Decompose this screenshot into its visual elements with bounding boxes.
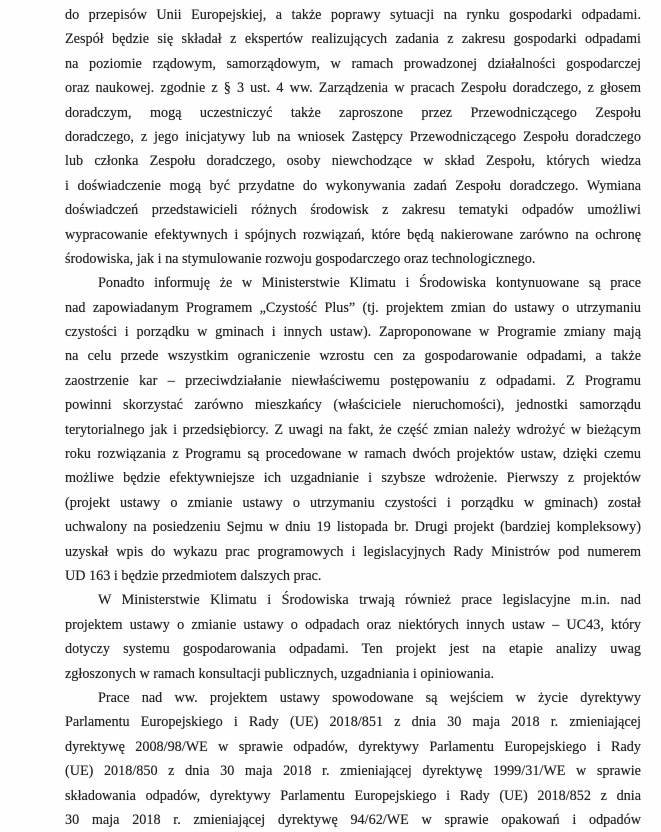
text-line: nad zapowiadanym Programem „Czystość Plus” (tj. projektem zmian do ustawy o utrzymaniu [65,299,641,316]
text-line: na poziomie rządowym, samorządowym, w ramach prowadzonej działalności gospodarczej [65,55,641,72]
text-line: Prace nad ww. projektem ustawy spowodowane są wejściem w życie dyrektywy [98,689,641,706]
text-line: doradczego, z jego inicjatywy lub na wniosek Zastępcy Przewodniczącego Zespołu doradczego [65,128,641,145]
text-line: Ponadto informuję że w Ministerstwie Klimatu i Środowiska kontynuowane są prace [98,275,641,292]
text-line: uzyskał wpis do wykazu prac programowych i legislacyjnych Rady Ministrów pod numerem [65,543,641,560]
text-line: zgłoszonych w ramach konsultacji publicznych, uzgadniania i opiniowania. [65,665,495,682]
text-line: (UE) 2018/850 z dnia 30 maja 2018 r. zmieniającej dyrektywę 1999/31/WE w sprawie [65,763,641,780]
text-line: możliwe będzie efektywniejsze ich uzgadnianie i szybsze wdrożenie. Pierwszy z projektów [65,470,641,487]
text-line: i doświadczenie mogą być przydatne do wykonywania zadań Zespołu doradczego. Wymiana [65,177,641,194]
text-line: powinni skorzystać zarówno mieszkańcy (właściciele nieruchomości), jednostki samorządu [65,397,641,414]
paragraph [65,686,641,832]
text-line: dotyczy systemu gospodarowania odpadami. Ten projekt jest na etapie analizy uwag [65,641,641,658]
paragraph [65,271,641,588]
text-line: projektem ustawy o zmianie ustawy o odpadach oraz niektórych innych ustaw – UC43, który [65,616,641,633]
text-line: terytorialnego jak i przedsiębiorcy. Z uwagi na fakt, że część zmian należy wdrożyć w bieżącym [65,421,641,438]
text-line: wypracowanie efektywnych i spójnych rozwiązań, które będą nakierowane zarówno na ochronę [65,226,641,243]
text-line: środowiska, jak i na stymulowanie rozwoju gospodarczego oraz technologicznego. [65,250,536,267]
text-line: (projekt ustawy o zmianie ustawy o utrzymaniu czystości i porządku w gminach) został [65,494,641,511]
text-line: oraz naukowej. zgodnie z § 3 ust. 4 ww. Zarządzenia w pracach Zespołu doradczego, z głosem [65,80,641,97]
text-line: doświadczeń przedstawicieli różnych środowisk z zakresu tematyki odpadów umożliwi [65,202,641,219]
text-line: na celu przede wszystkim ograniczenie wzrostu cen za gospodarowanie odpadami, a także [65,348,641,365]
text-line: W Ministerstwie Klimatu i Środowiska trwają również prace legislacyjne m.in. nad [98,592,641,609]
text-line: do przepisów Unii Europejskiej, a także poprawy sytuacji na rynku gospodarki odpadami. [65,7,641,23]
text-line: składowania odpadów, dyrektywy Parlamentu Europejskiego i Rady (UE) 2018/852 z dnia [65,787,641,804]
text-line: uchwalony na posiedzeniu Sejmu w dniu 19 listopada br. Drugi projekt (bardziej kompleksowy) [65,519,641,536]
text-line: Parlamentu Europejskiego i Rady (UE) 2018/851 z dnia 30 maja 2018 r. zmieniającej [65,714,641,731]
text-line: roku rozwiązania z Programu są procedowane w ramach dwóch projektów ustaw, dzięki czemu [65,446,641,463]
text-line: dyrektywę 2008/98/WE w sprawie odpadów, dyrektywy Parlamentu Europejskiego i Rady [65,738,641,755]
text-line: czystości i porządku w gminach i innych ustaw). Zaproponowane w Programie zmiany mają [65,324,641,341]
text-line: zaostrzenie kar – przeciwdziałanie niewłaściwemu postępowaniu z odpadami. Z Programu [65,372,641,389]
paragraph [65,588,641,686]
text-line: 30 maja 2018 r. zmieniającej dyrektywę 94/62/WE w sprawie opakowań i odpadów [65,811,641,828]
text-line: doradczym, mogą uczestniczyć także zaproszone przez Przewodniczącego Zespołu [65,104,641,121]
paragraph [65,3,641,271]
document-text-block [65,3,641,832]
text-line: lub członka Zespołu doradczego, osoby niewchodzące w skład Zespołu, których wiedza [65,153,641,170]
text-line: Zespół będzie się składał z ekspertów realizujących zadania z zakresu gospodarki odpadami [65,31,641,48]
text-line: UD 163 i będzie przedmiotem dalszych prac. [65,567,322,584]
